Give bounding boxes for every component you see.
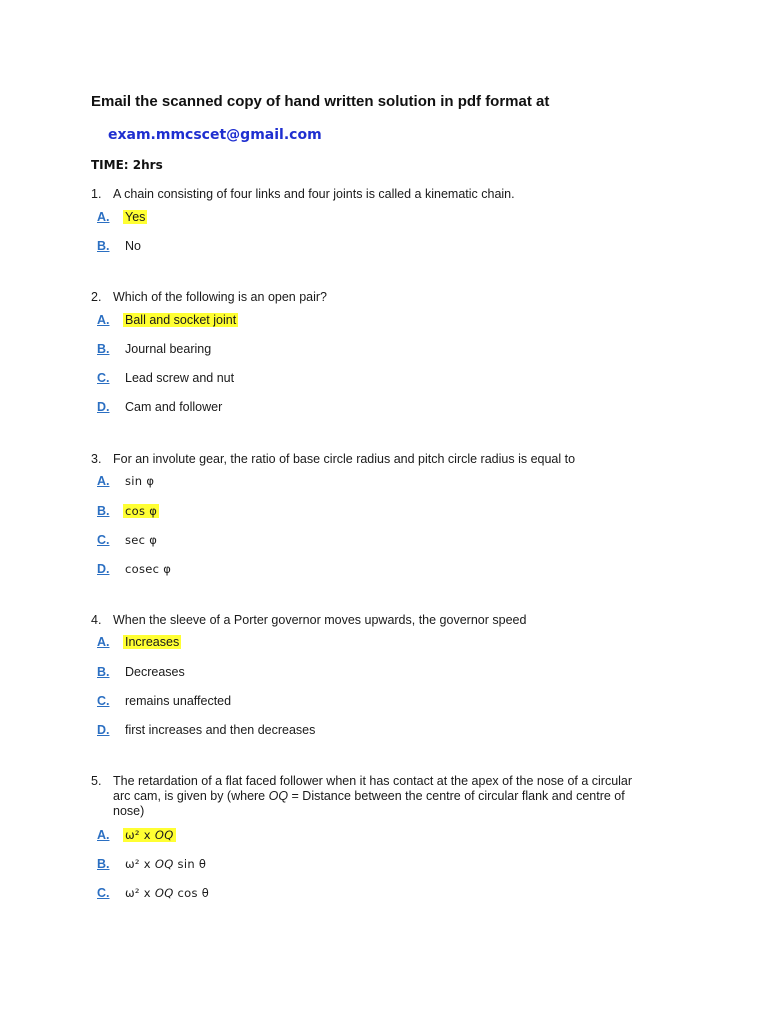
- q2-option-c[interactable]: [97, 370, 236, 386]
- question-4: [91, 613, 671, 628]
- option-letter[interactable]: C.: [97, 886, 110, 900]
- option-letter[interactable]: A.: [97, 474, 110, 488]
- q1-option-b[interactable]: [97, 238, 143, 254]
- q5-option-a[interactable]: [97, 827, 176, 843]
- question-text: A chain consisting of four links and four joints is called a kinematic chain.: [113, 187, 515, 201]
- option-text: cos φ: [125, 504, 158, 518]
- time-limit: TIME: 2hrs: [91, 158, 163, 172]
- question-number: 4.: [91, 613, 102, 627]
- option-letter[interactable]: D.: [97, 400, 110, 414]
- option-letter[interactable]: B.: [97, 342, 110, 356]
- q2-option-b[interactable]: [97, 341, 213, 357]
- q4-option-c[interactable]: [97, 693, 233, 709]
- email-link[interactable]: exam.mmcscet@gmail.com: [108, 127, 322, 143]
- option-text: Lead screw and nut: [125, 371, 235, 385]
- question-text: The retardation of a flat faced follower when it has contact at the apex of the nose of a circular arc cam, is given by (where OQ = Distance between the centre of circular flank and centre of nose): [113, 774, 633, 818]
- q3-option-b[interactable]: [97, 503, 159, 519]
- option-letter[interactable]: A.: [97, 828, 110, 842]
- option-text: Cam and follower: [125, 400, 223, 414]
- option-letter[interactable]: B.: [97, 665, 110, 679]
- option-text: sec φ: [125, 533, 158, 547]
- q3-option-a[interactable]: [97, 473, 156, 489]
- q4-option-d[interactable]: [97, 722, 317, 738]
- option-letter[interactable]: B.: [97, 504, 110, 518]
- q4-option-a[interactable]: [97, 634, 181, 650]
- option-letter[interactable]: C.: [97, 694, 110, 708]
- option-text: sin φ: [125, 474, 155, 488]
- option-letter[interactable]: A.: [97, 635, 110, 649]
- question-5: [91, 774, 671, 819]
- option-text: Yes: [125, 210, 146, 224]
- option-text: ω² x OQ cos θ: [125, 886, 210, 900]
- option-text: ω² x OQ: [125, 828, 174, 842]
- option-text: Decreases: [125, 665, 185, 679]
- option-letter[interactable]: C.: [97, 533, 110, 547]
- option-text: Ball and socket joint: [125, 313, 237, 327]
- option-text: cosec φ: [125, 562, 172, 576]
- q5-option-b[interactable]: [97, 856, 208, 872]
- option-text: No: [125, 239, 141, 253]
- option-text: Journal bearing: [125, 342, 212, 356]
- q4-option-b[interactable]: [97, 664, 187, 680]
- option-letter[interactable]: D.: [97, 562, 110, 576]
- question-text: For an involute gear, the ratio of base circle radius and pitch circle radius is equal to: [113, 452, 576, 466]
- question-text: Which of the following is an open pair?: [113, 290, 328, 304]
- option-text: ω² x OQ sin θ: [125, 857, 207, 871]
- option-letter[interactable]: A.: [97, 313, 110, 327]
- option-letter[interactable]: B.: [97, 857, 110, 871]
- q3-option-d[interactable]: [97, 561, 173, 577]
- question-3: [91, 452, 671, 467]
- question-number: 1.: [91, 187, 102, 201]
- option-letter[interactable]: D.: [97, 723, 110, 737]
- question-number: 3.: [91, 452, 102, 466]
- question-number: 2.: [91, 290, 102, 304]
- q3-option-c[interactable]: [97, 532, 159, 548]
- option-letter[interactable]: B.: [97, 239, 110, 253]
- option-text: first increases and then decreases: [125, 723, 316, 737]
- q2-option-a[interactable]: [97, 312, 238, 328]
- instruction-heading: Email the scanned copy of hand written solution in pdf format at: [91, 93, 550, 110]
- option-text: remains unaffected: [125, 694, 232, 708]
- question-1: [91, 187, 671, 202]
- option-letter[interactable]: C.: [97, 371, 110, 385]
- q1-option-a[interactable]: [97, 209, 147, 225]
- question-2: [91, 290, 671, 305]
- question-number: 5.: [91, 774, 102, 788]
- q5-option-c[interactable]: [97, 885, 211, 901]
- option-letter[interactable]: A.: [97, 210, 110, 224]
- question-text: When the sleeve of a Porter governor moves upwards, the governor speed: [113, 613, 527, 627]
- q2-option-d[interactable]: [97, 399, 224, 415]
- option-text: Increases: [125, 635, 180, 649]
